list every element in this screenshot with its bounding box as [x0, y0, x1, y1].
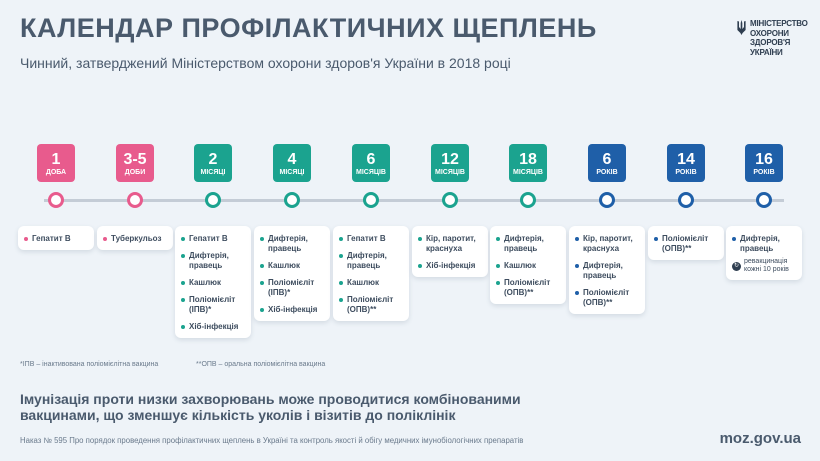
- revaccination-icon: ↻: [733, 262, 740, 269]
- vaccine-item: Кашлюк: [339, 278, 403, 288]
- age-badge: [667, 144, 705, 182]
- timeline-dot: [599, 192, 615, 208]
- age-badge: [745, 144, 783, 182]
- age-badge: [273, 144, 311, 182]
- age-number: 2: [208, 150, 218, 168]
- timeline-dot: [48, 192, 64, 208]
- vaccine-item: Хіб-інфекція: [418, 261, 482, 271]
- vaccine-item: Поліомієліт (ІПВ)*: [260, 278, 324, 298]
- ministry-logo: [737, 19, 807, 57]
- age-stop: [271, 144, 313, 182]
- age-badge: [194, 144, 232, 182]
- vaccine-item: Дифтерія, правець: [260, 234, 324, 254]
- age-unit: РОКІВ: [753, 168, 775, 176]
- vaccine-card: [254, 226, 330, 321]
- vaccine-item: Гепатит В: [339, 234, 403, 244]
- website-link[interactable]: moz.gov.ua: [719, 430, 801, 447]
- vaccine-item: Дифтерія, правець: [575, 261, 639, 281]
- footnote-ipv: *ІПВ – інактивована поліомієлітна вакцина: [20, 361, 159, 368]
- timeline-line: [44, 199, 784, 202]
- footnote-opv: **ОПВ – оральна поліомієлітна вакцина: [196, 361, 326, 368]
- vaccine-item: Гепатит В: [181, 234, 245, 244]
- vaccine-card: [490, 226, 566, 304]
- timeline-dot: [678, 192, 694, 208]
- page-title: КАЛЕНДАР ПРОФІЛАКТИЧНИХ ЩЕПЛЕНЬ: [20, 13, 597, 43]
- vaccine-card: [97, 226, 173, 250]
- age-stop: [429, 144, 471, 182]
- vaccine-item: Хіб-інфекція: [181, 322, 245, 332]
- revaccination-note: [732, 258, 796, 274]
- age-number: 16: [755, 150, 773, 168]
- age-number: 6: [602, 150, 612, 168]
- timeline-dot: [756, 192, 772, 208]
- age-unit: ДОБИ: [124, 168, 146, 176]
- trident-icon: [737, 20, 746, 35]
- ministry-name: МІНІСТЕРСТВО ОХОРОНИ ЗДОРОВ'Я УКРАЇНИ: [750, 19, 808, 57]
- age-badge: [352, 144, 390, 182]
- vaccine-card: [648, 226, 724, 260]
- age-unit: ДОБА: [45, 168, 67, 176]
- revaccination-text: ревакцинація кожні 10 років: [744, 258, 789, 273]
- timeline-dot: [284, 192, 300, 208]
- vaccine-item: Дифтерія, правець: [181, 251, 245, 271]
- timeline-dot: [363, 192, 379, 208]
- age-stop: [586, 144, 628, 182]
- vaccine-item: Поліомієліт (ОПВ)**: [654, 234, 718, 254]
- vaccine-card: [333, 226, 409, 321]
- vaccine-item: Кір, паротит, краснуха: [418, 234, 482, 254]
- age-unit: МІСЯЦІВ: [356, 168, 386, 176]
- vaccine-item: Кір, паротит, краснуха: [575, 234, 639, 254]
- vaccine-item: Хіб-інфекція: [260, 305, 324, 315]
- age-number: 3-5: [123, 150, 147, 168]
- age-stop: [507, 144, 549, 182]
- page-subtitle: Чинний, затверджений Міністерством охорони здоров'я України в 2018 році: [20, 55, 511, 71]
- vaccine-item: Дифтерія, правець: [339, 251, 403, 271]
- age-badge: [431, 144, 469, 182]
- age-badge: [37, 144, 75, 182]
- vaccine-item: Поліомієліт (ІПВ)*: [181, 295, 245, 315]
- age-number: 18: [519, 150, 537, 168]
- age-number: 12: [441, 150, 459, 168]
- vaccine-item: Поліомієліт (ОПВ)**: [339, 295, 403, 315]
- age-unit: МІСЯЦІВ: [513, 168, 543, 176]
- age-number: 14: [677, 150, 695, 168]
- vaccine-card: [726, 226, 802, 280]
- timeline-dot: [442, 192, 458, 208]
- vaccine-item: Гепатит В: [24, 234, 88, 244]
- age-unit: МІСЯЦІ: [200, 168, 226, 176]
- age-badge: [509, 144, 547, 182]
- vaccine-item: Поліомієліт (ОПВ)**: [575, 288, 639, 308]
- age-stop: [743, 144, 785, 182]
- age-stop: [665, 144, 707, 182]
- age-stop: [350, 144, 392, 182]
- age-unit: МІСЯЦІВ: [435, 168, 465, 176]
- vaccine-item: Туберкульоз: [103, 234, 167, 244]
- timeline-dot: [205, 192, 221, 208]
- age-stop: [192, 144, 234, 182]
- age-unit: РОКІВ: [596, 168, 618, 176]
- timeline-dot: [520, 192, 536, 208]
- age-number: 4: [287, 150, 297, 168]
- age-number: 1: [51, 150, 61, 168]
- order-reference: Наказ № 595 Про порядок проведення профілактичних щеплень в Україні та контроль якості й обігу медичних імунобіологічних препаратів: [20, 436, 524, 445]
- vaccine-card: [175, 226, 251, 338]
- timeline-dot: [127, 192, 143, 208]
- age-badge: [588, 144, 626, 182]
- vaccine-item: Поліомієліт (ОПВ)**: [496, 278, 560, 298]
- vaccine-item: Кашлюк: [260, 261, 324, 271]
- vaccine-card: [412, 226, 488, 277]
- vaccine-item: Кашлюк: [496, 261, 560, 271]
- vaccine-card: [569, 226, 645, 314]
- info-text: Імунізація проти низки захворювань може проводитися комбінованими вакцинами, що зменшує кількість уколів і візитів до поліклінік: [20, 391, 521, 423]
- vaccine-item: Дифтерія, правець: [496, 234, 560, 254]
- age-stop: [35, 144, 77, 182]
- age-stop: [114, 144, 156, 182]
- age-badge: [116, 144, 154, 182]
- vaccine-item: Кашлюк: [181, 278, 245, 288]
- age-unit: РОКІВ: [675, 168, 697, 176]
- age-number: 6: [366, 150, 376, 168]
- vaccine-card: [18, 226, 94, 250]
- vaccine-item: Дифтерія, правець: [732, 234, 796, 254]
- age-unit: МІСЯЦІ: [279, 168, 305, 176]
